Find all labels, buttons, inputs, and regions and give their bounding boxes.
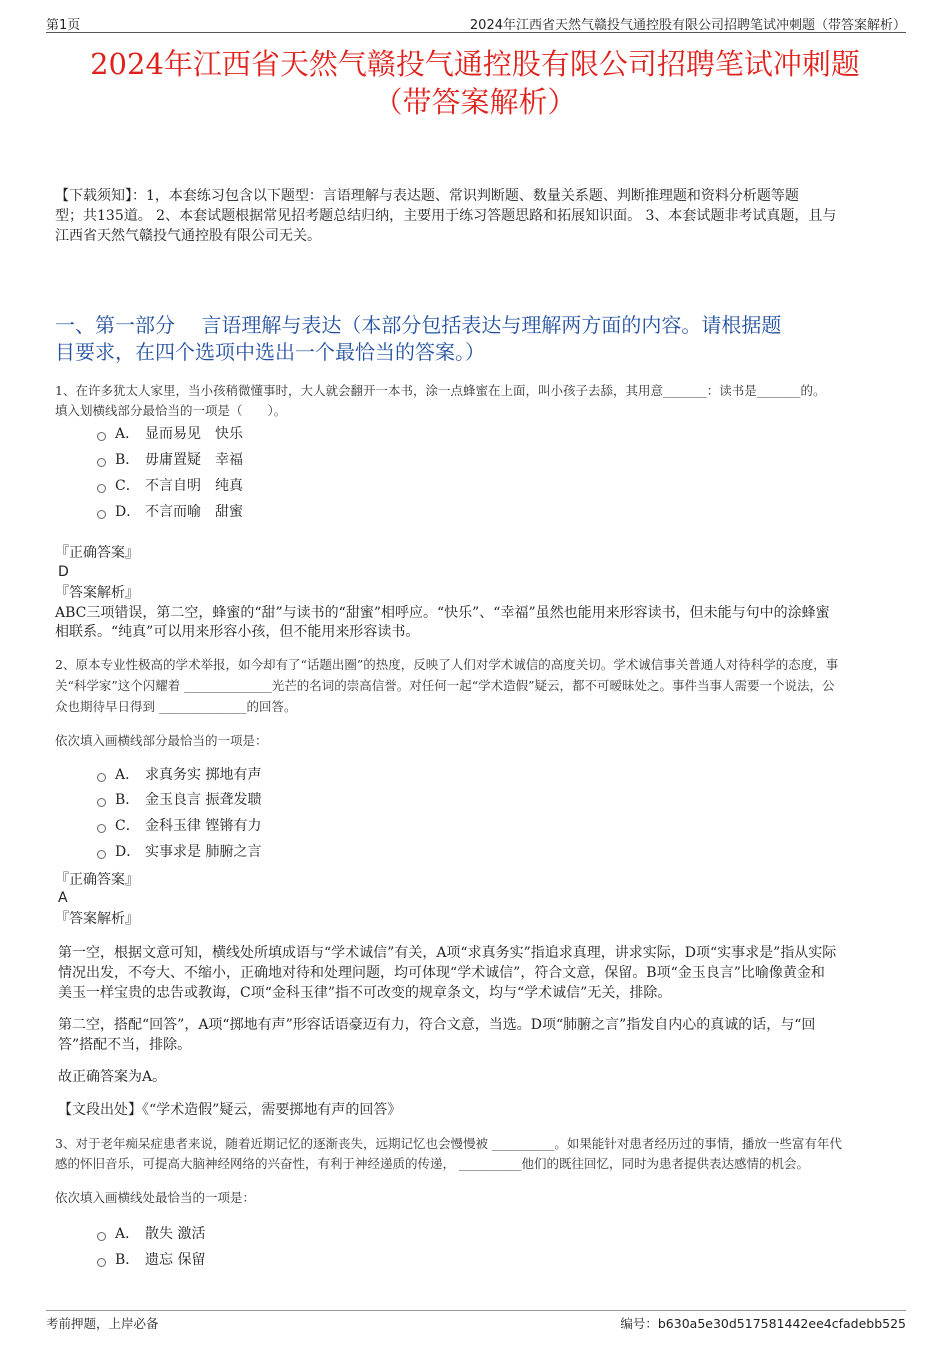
section-heading: 一、第一部分 言语理解与表达（本部分包括表达与理解两方面的内容。请根据题 <box>55 313 782 337</box>
option-letter: C． <box>115 478 140 494</box>
option-a[interactable] <box>97 424 243 444</box>
option-letter: A． <box>115 426 140 442</box>
question-prompt: 依次填入画横线处最恰当的一项是： <box>55 1190 256 1205</box>
question-text: 填入划横线部分最恰当的一项是（ ）。 <box>55 403 287 418</box>
radio-icon[interactable] <box>97 1232 106 1241</box>
option-letter: D． <box>115 504 141 520</box>
analysis-text: 答”搭配不当，排除。 <box>58 1037 192 1053</box>
header-doc-title: 2024年江西省天然气赣投气通控股有限公司招聘笔试冲刺题（带答案解析） <box>469 18 906 33</box>
question-text: 关“科学家”这个闪耀着 ______________光芒的名词的崇高信誉。对任何一起“学术造假”疑云，都不可暧昧处之。事件当事人需要一个说法，公 <box>55 678 835 693</box>
radio-icon[interactable] <box>97 850 106 859</box>
analysis-text: 第二空，搭配“回答”，A项“掷地有声”形容话语豪迈有力，符合文意，当选。D项“肺腑之言”指发自内心的真诚的话，与“回 <box>58 1017 816 1033</box>
notice-line: 型；共135道。 2、本套试题根据常见招考题总结归纳，主要用于练习答题思路和拓展知识面。 3、本套试题非考试真题，且与 <box>55 208 837 224</box>
answer-value: A <box>58 890 68 906</box>
document-code <box>620 1314 906 1332</box>
radio-icon[interactable] <box>97 824 106 833</box>
option-text: 金玉良言 振聋发聩 <box>145 792 262 808</box>
option-d[interactable] <box>97 842 261 862</box>
footer-slogan: 考前押题，上岸必备 <box>46 1316 159 1331</box>
option-text: 金科玉律 铿锵有力 <box>145 818 262 834</box>
option-text: 显而易见 快乐 <box>145 426 243 442</box>
answer-label: 『正确答案』 <box>55 872 139 888</box>
analysis-text: 第一空，根据文意可知，横线处所填成语与“学术诚信”有关，A项“求真务实”指追求真理，讲求实际，D项“实事求是”指从实际 <box>58 945 837 961</box>
analysis-text: 情况出发，不夸大、不缩小，正确地对待和处理问题，均可体现“学术诚信”，符合文意，保留。B项“金玉良言”比喻像黄金和 <box>58 965 825 981</box>
question-prompt: 依次填入画横线部分最恰当的一项是： <box>55 733 268 748</box>
document-code-label: 编号： <box>620 1316 658 1331</box>
page-title: 2024年江西省天然气赣投气通控股有限公司招聘笔试冲刺题 <box>90 47 860 81</box>
question-text: 1、在许多犹太人家里，当小孩稍微懂事时，大人就会翻开一本书，涂一点蜂蜜在上面，叫小孩子去舔，其用意_______：读书是_______的。 <box>55 383 826 398</box>
option-c[interactable] <box>97 816 261 836</box>
question-text: 3、对于老年痴呆症患者来说，随着近期记忆的逐渐丧失，远期记忆也会慢慢被 __________。如果能针对患者经历过的事情，播放一些富有年代 <box>55 1136 842 1151</box>
analysis-label: 『答案解析』 <box>55 585 139 601</box>
document-code-value: b630a5e30d517581442ee4cfadebb525 <box>657 1316 906 1331</box>
analysis-text: 美玉一样宝贵的忠告或教诲，C项“金科玉律”指不可改变的规章条文，均与“学术诚信”无关，排除。 <box>58 985 672 1001</box>
source-citation: 【文段出处】《“学术造假”疑云，需要掷地有声的回答》 <box>58 1102 402 1118</box>
answer-value: D <box>58 564 69 580</box>
option-letter: B． <box>115 792 140 808</box>
option-letter: C． <box>115 818 140 834</box>
analysis-label: 『答案解析』 <box>55 911 139 927</box>
radio-icon[interactable] <box>97 510 106 519</box>
section-heading-cont: 目要求，在四个选项中选出一个最恰当的答案。） <box>55 340 485 364</box>
answer-label: 『正确答案』 <box>55 545 139 561</box>
option-text: 不言而喻 甜蜜 <box>145 504 243 520</box>
option-letter: B． <box>115 1252 140 1268</box>
analysis-text: ABC三项错误，第二空，蜂蜜的“甜”与读书的“甜蜜”相呼应。“快乐”、“幸福”虽然也能用来形容读书，但未能与句中的涂蜂蜜 <box>55 605 830 621</box>
option-b[interactable] <box>97 450 243 470</box>
question-text: 众也期待早日得到 ______________的回答。 <box>55 699 297 714</box>
radio-icon[interactable] <box>97 773 106 782</box>
option-letter: A． <box>115 1226 140 1242</box>
option-letter: B． <box>115 452 140 468</box>
option-text: 实事求是 肺腑之言 <box>145 844 262 860</box>
option-letter: D． <box>115 844 141 860</box>
option-text: 毋庸置疑 幸福 <box>145 452 243 468</box>
radio-icon[interactable] <box>97 1258 106 1267</box>
option-text: 不言自明 纯真 <box>145 478 243 494</box>
page-number: 第1页 <box>46 18 81 33</box>
option-letter: A． <box>115 767 140 783</box>
radio-icon[interactable] <box>97 432 106 441</box>
analysis-text: 相联系。“纯真”可以用来形容小孩，但不能用来形容读书。 <box>55 624 420 640</box>
radio-icon[interactable] <box>97 798 106 807</box>
footer-divider <box>46 1310 906 1311</box>
header-divider <box>46 32 906 33</box>
option-text: 散失 激活 <box>145 1226 206 1242</box>
question-text: 感的怀旧音乐，可提高大脑神经网络的兴奋性，有利于神经递质的传递， __________他们的既往回忆，同时为患者提供表达感情的机会。 <box>55 1156 809 1171</box>
option-a[interactable] <box>97 1224 205 1244</box>
question-text: 2、原本专业性极高的学术举报，如今却有了“话题出圈”的热度，反映了人们对学术诚信的高度关切。学术诚信事关普通人对待科学的态度，事 <box>55 657 839 672</box>
option-text: 求真务实 掷地有声 <box>145 767 262 783</box>
notice-line: 【下载须知】：1，本套练习包含以下题型：言语理解与表达题、常识判断题、数量关系题、判断推理题和资料分析题等题 <box>55 188 799 204</box>
option-a[interactable] <box>97 765 261 785</box>
radio-icon[interactable] <box>97 458 106 467</box>
page-title-subtitle: （带答案解析） <box>373 85 577 119</box>
analysis-conclusion: 故正确答案为A。 <box>58 1069 167 1085</box>
option-text: 遗忘 保留 <box>145 1252 206 1268</box>
option-b[interactable] <box>97 1250 205 1270</box>
option-b[interactable] <box>97 790 261 810</box>
radio-icon[interactable] <box>97 484 106 493</box>
notice-line: 江西省天然气赣投气通控股有限公司无关。 <box>55 228 321 244</box>
option-c[interactable] <box>97 476 243 496</box>
option-d[interactable] <box>97 502 243 522</box>
